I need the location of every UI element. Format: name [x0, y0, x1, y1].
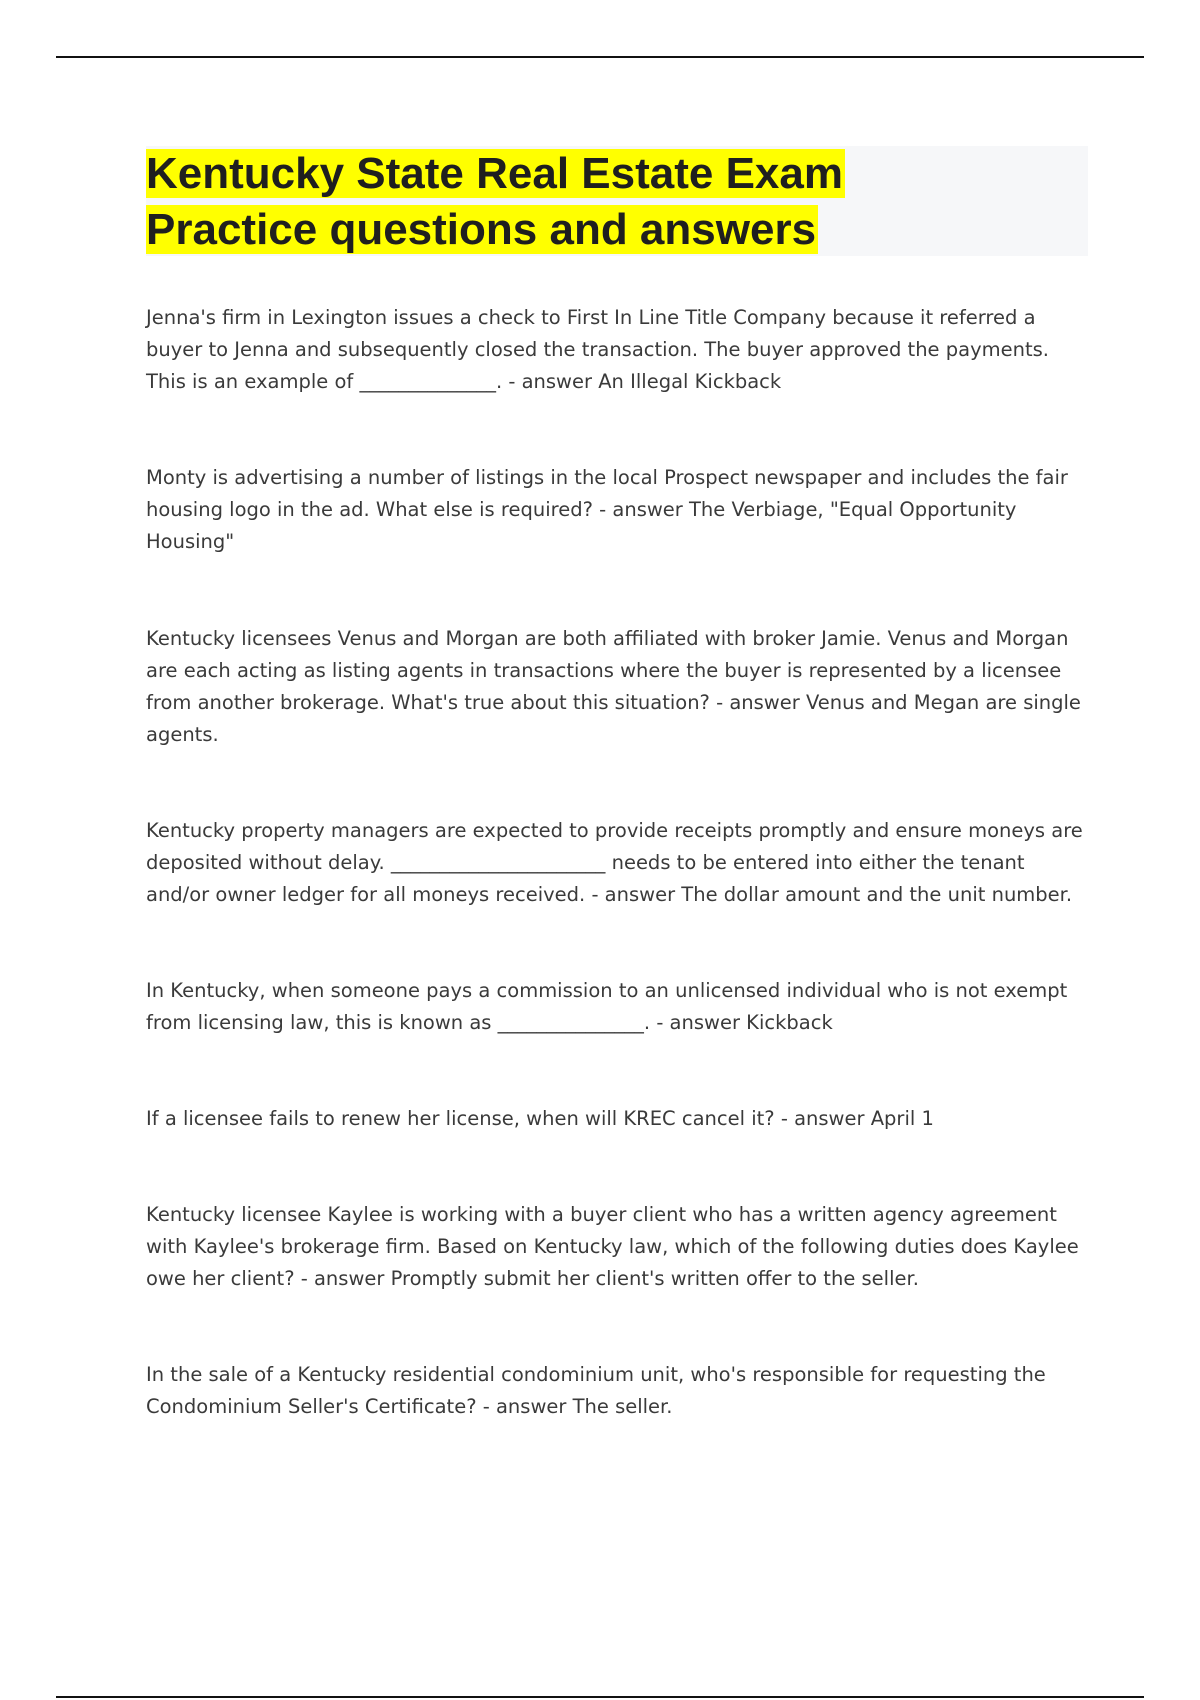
- title-line-2-text: Practice questions and answers: [146, 205, 817, 254]
- title-line-2: [146, 202, 1088, 258]
- qa-item-1: Jenna's firm in Lexington issues a check to First In Line Title Company because it referred a buyer to Jenna and subsequently closed the transaction. The buyer approved the payments. This is an example of ______________. - answer An Illegal Kickback: [146, 306, 1049, 393]
- qa-item-3: Kentucky licensees Venus and Morgan are both affiliated with broker Jamie. Venus and Morgan are each acting as listing agents in transactions where the buyer is represented by a licensee from another brokerage. What's true about this situation? - answer Venus and Megan are single agents.: [146, 627, 1081, 746]
- qa-item-8: In the sale of a Kentucky residential condominium unit, who's responsible for requesting the Condominium Seller's Certificate? - answer The seller.: [146, 1363, 1046, 1418]
- qa-item-4: Kentucky property managers are expected to provide receipts promptly and ensure moneys are deposited without delay. ______________________ needs to be entered into either the tenant and/or owner ledger for all moneys received. - answer The dollar amount and the unit number.: [146, 819, 1083, 906]
- qa-item-6: If a licensee fails to renew her license, when will KREC cancel it? - answer April 1: [146, 1107, 934, 1130]
- qa-item-2: Monty is advertising a number of listings in the local Prospect newspaper and includes the fair housing logo in the ad. What else is required? - answer The Verbiage, "Equal Opportunity Housing": [146, 466, 1068, 553]
- qa-item-5: In Kentucky, when someone pays a commission to an unlicensed individual who is not exempt from licensing law, this is known as _______________. - answer Kickback: [146, 979, 1068, 1034]
- title-line-1-text: Kentucky State Real Estate Exam: [146, 149, 843, 198]
- title-line-1: [146, 146, 1088, 202]
- document-title: [146, 146, 1088, 256]
- top-rule: [56, 56, 1144, 58]
- bottom-rule: [56, 1696, 1144, 1698]
- qa-item-7: Kentucky licensee Kaylee is working with a buyer client who has a written agency agreement with Kaylee's brokerage firm. Based on Kentucky law, which of the following duties does Kaylee owe her client? - answer Promptly submit her client's written offer to the seller.: [146, 1203, 1079, 1290]
